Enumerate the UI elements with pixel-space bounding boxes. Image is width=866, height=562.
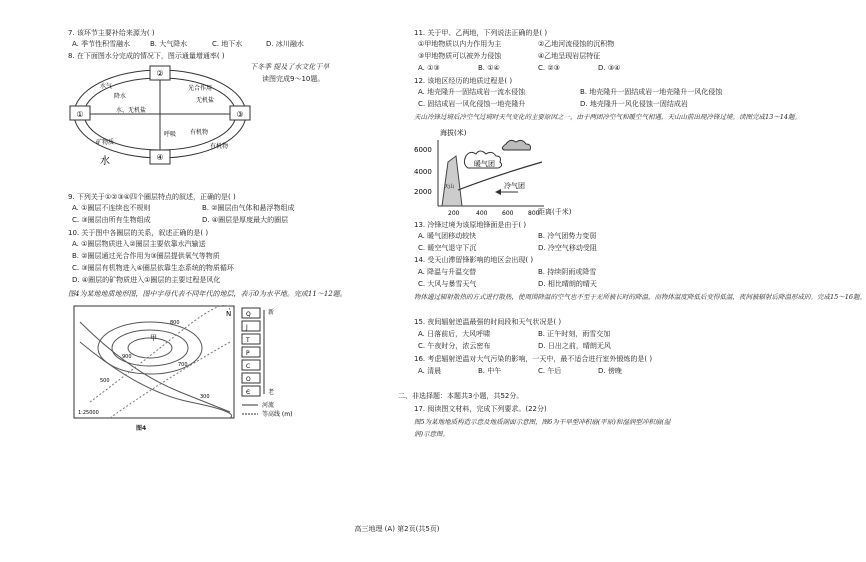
q13-options-row2 xyxy=(418,244,597,253)
fig-note-2: 读图完成9～10题。 xyxy=(262,75,325,83)
q14-option-a[interactable]: A. 降温与升温交替 xyxy=(418,268,477,276)
q15-option-c[interactable]: C. 午夜时分，浓云密布 xyxy=(418,342,491,350)
node-2: ① xyxy=(76,110,84,119)
node-3: ③ xyxy=(236,110,244,119)
q12-option-b[interactable]: B. 地壳隆升一固结成岩一地壳隆升一风化侵蚀 xyxy=(580,88,723,96)
q11-items-row2 xyxy=(418,52,600,61)
q9-option-b[interactable]: B. ②圈层由气体和悬浮物组成 xyxy=(202,204,295,212)
q11-item-4: ④乙地呈现岩层特征 xyxy=(538,52,601,60)
q11-options xyxy=(418,64,620,73)
legend-j: J xyxy=(246,324,248,331)
q9-options-row1 xyxy=(72,204,295,213)
legend-river: 河流 xyxy=(262,402,275,409)
front-xlabel: 距离(千米) xyxy=(538,208,572,216)
q15-options-row1 xyxy=(418,330,610,339)
node-4: ④ xyxy=(156,153,164,162)
map-caption: 图4 xyxy=(136,425,147,432)
q12-options-row1 xyxy=(418,88,722,97)
q11-item-3: ③甲地物质可以被外力侵蚀 xyxy=(418,52,502,60)
q14-options-row1 xyxy=(418,268,596,277)
q15-intro: 物体通过辐射散热的方式进行散热，使周围降温的空气也不至于无所被长时的降温，而物体温度降低后变得低温，夜间被辐射后降温形成的。完成15～16题。 xyxy=(414,293,866,301)
legend-t: T xyxy=(246,337,250,344)
q15-option-a[interactable]: A. 日落前后，大风呼啸 xyxy=(418,330,491,338)
legend-new: 新 xyxy=(268,309,275,316)
sphere-cycle-diagram xyxy=(70,60,250,170)
q11-option-a[interactable]: A. ①③ xyxy=(418,64,440,72)
q7-option-c[interactable]: C. 地下水 xyxy=(212,40,243,48)
q11-option-d[interactable]: D. ③④ xyxy=(598,64,621,72)
q11-item-2: ②乙地河流侵蚀的沉积物 xyxy=(538,40,615,48)
q17-stem: 17. 阅读图文材料，完成下列要求。(22分) xyxy=(414,405,547,413)
cold-front-chart xyxy=(414,126,574,218)
q16-options xyxy=(418,367,622,376)
node-1: ② xyxy=(156,69,164,78)
q8-stem: 8. 在下面图水分完成的情况下，图示通量增通率( ) xyxy=(68,52,225,60)
front-x400: 400 xyxy=(476,210,488,217)
geologic-map xyxy=(70,302,310,432)
q15-options-row2 xyxy=(418,342,611,351)
q14-option-c[interactable]: C. 大风与暴雪天气 xyxy=(418,280,477,288)
label-organic: 有机物 xyxy=(190,129,209,136)
contour-500: 500 xyxy=(100,378,110,384)
q9-option-a[interactable]: A. ①圈层不连续也不规则 xyxy=(72,204,151,212)
front-ylabel: 海拔(米) xyxy=(440,129,467,137)
map-scale: 1:25000 xyxy=(78,410,99,416)
tianshan-intro: 天山冷锋过境后冷空气过境时天气变化的主要原因之一，由于两团冷空气和暖空气相遇，天山山前出现冷锋过境。读图完成13～14题。 xyxy=(414,113,802,121)
front-x600: 600 xyxy=(502,210,514,217)
q17-body-2: 润)示意图。 xyxy=(414,430,450,438)
q14-option-b[interactable]: B. 持续阴雨或降雪 xyxy=(538,268,597,276)
contour-700: 700 xyxy=(178,362,188,368)
label-precip: 降水 xyxy=(114,93,127,100)
q7-options xyxy=(72,40,304,49)
q10-option-d[interactable]: D. ④圈层的矿物质进入①圈层的主要过程是风化 xyxy=(72,276,221,284)
q16-option-d[interactable]: D. 傍晚 xyxy=(598,367,622,375)
legend-old: 老 xyxy=(268,389,275,396)
q7-option-b[interactable]: B. 大气降水 xyxy=(150,40,188,48)
q10-option-c[interactable]: C. ③圈层有机物进入④圈层依靠生态系统的物质循环 xyxy=(72,264,234,272)
front-y2000: 2000 xyxy=(414,188,432,196)
label-water-vapor: 水气 xyxy=(100,83,113,90)
q11-stem: 11. 关于甲、乙两地，下列说法正确的是( ) xyxy=(414,29,548,37)
q7-stem: 7. 该环节主要补给来源为( ) xyxy=(68,29,155,37)
q15-option-d[interactable]: D. 日出之前，晴朗无风 xyxy=(538,342,611,350)
q16-option-a[interactable]: A. 清晨 xyxy=(418,367,442,375)
map-point-jia: 甲 xyxy=(150,334,157,342)
legend-c: C xyxy=(246,363,251,370)
front-y6000: 6000 xyxy=(414,146,432,154)
legend-contour: 等高线 (m) xyxy=(262,411,293,418)
q14-options-row2 xyxy=(418,280,597,289)
q15-option-b[interactable]: B. 正午时刻，雨雪交加 xyxy=(538,330,611,338)
q13-options-row1 xyxy=(418,232,596,241)
label-photo: 光合作用 xyxy=(188,85,213,92)
q15-stem: 15. 夜间辐射逆温最强的时间段和天气状况是( ) xyxy=(414,318,562,326)
front-cold-label: 冷气团 xyxy=(504,182,525,190)
fig-note-1: 下冬季 提及了水文化干旱 xyxy=(250,63,330,71)
q13-option-a[interactable]: A. 暖气团移动较快 xyxy=(418,232,477,240)
q10-option-a[interactable]: A. ①圈层物质进入②圈层主要依靠水汽输送 xyxy=(72,240,206,248)
q10-stem: 10. 关于图中各圈层的关系，叙述正确的是( ) xyxy=(68,229,209,237)
north-arrow: N xyxy=(226,310,232,318)
legend-e: Є xyxy=(246,389,251,396)
q12-option-d[interactable]: D. 地壳隆升一风化侵蚀一固结成岩 xyxy=(580,100,688,108)
map-intro: 图4为某地地质地形图，图中字母代表不同年代的地层，表示0为水平地。完成11～12题。 xyxy=(68,290,347,298)
q11-option-b[interactable]: B. ①④ xyxy=(478,64,500,72)
label-water-inorganic: 水、无机盐 xyxy=(116,107,147,114)
label-minerals: 矿物质 xyxy=(96,139,115,146)
q12-option-a[interactable]: A. 地壳隆升一固结成岩一流水侵蚀 xyxy=(418,88,526,96)
contour-900: 900 xyxy=(122,354,132,360)
q11-option-c[interactable]: C. ②③ xyxy=(538,64,560,72)
q13-option-b[interactable]: B. 冷气团势力变弱 xyxy=(538,232,597,240)
q16-option-c[interactable]: C. 午后 xyxy=(538,367,562,375)
label-organic-2: 有机物 xyxy=(210,143,229,150)
q16-option-b[interactable]: B. 中午 xyxy=(478,367,502,375)
q14-stem: 14. 受天山滞留锋影响的地区会出现( ) xyxy=(414,256,534,264)
q12-option-c[interactable]: C. 固结成岩一风化侵蚀一地壳隆升 xyxy=(418,100,526,108)
label-inorganic: 无机盐 xyxy=(196,97,215,104)
front-x200: 200 xyxy=(448,210,460,217)
q12-options-row2 xyxy=(418,100,688,109)
q14-option-d[interactable]: D. 相比晴朗的晴天 xyxy=(538,280,597,288)
q11-item-1: ①甲地物质以内力作用为主 xyxy=(418,40,502,48)
legend-p: P xyxy=(246,350,250,357)
page-footer: 高三地理 (A) 第2页(共5页) xyxy=(354,525,440,533)
q13-option-d[interactable]: D. 冷空气移动受阻 xyxy=(538,244,597,252)
q11-items-row1 xyxy=(418,40,614,49)
q13-option-c[interactable]: C. 暖空气退守下沉 xyxy=(418,244,477,252)
q9-options-row2 xyxy=(72,216,288,225)
front-mountain: 天山 xyxy=(444,184,455,190)
q7-option-a[interactable]: A. 季节性积雪融水 xyxy=(72,40,131,48)
q10-option-b[interactable]: B. ②圈层通过光合作用为③圈层提供氧气等物质 xyxy=(72,252,220,260)
front-warm-label: 暖气团 xyxy=(474,160,495,168)
q16-stem: 16. 考虑辐射逆温对大气污染的影响，一天中，最不适合进行室外锻炼的是( ) xyxy=(414,355,653,363)
front-x800: 800 xyxy=(528,210,540,217)
q12-stem: 12. 该地区经历的地质过程是( ) xyxy=(414,77,513,85)
q9-option-d[interactable]: D. ④圈层是厚度最大的圈层 xyxy=(202,216,289,224)
q7-option-d[interactable]: D. 冰川融水 xyxy=(266,40,304,48)
front-y4000: 4000 xyxy=(414,168,432,176)
legend-o: O xyxy=(246,376,251,383)
label-respire: 呼吸 xyxy=(164,131,177,138)
q9-option-c[interactable]: C. ③圈层由所有生物组成 xyxy=(72,216,151,224)
q13-stem: 13. 冷锋过境为该原地锋面是由于( ) xyxy=(414,221,527,229)
q17-body-1: 图5为某地地质构造示意及地质剖面示意图，图6为干旱型冲积扇(平原)和湿润型冲积扇(湿 xyxy=(414,418,671,426)
legend-column xyxy=(242,308,292,418)
q9-stem: 9. 下列关于①②③④四个圈层特点的叙述，正确的是( ) xyxy=(68,193,236,201)
label-water: 水 xyxy=(100,156,110,167)
contour-300: 300 xyxy=(200,394,210,400)
contour-800: 800 xyxy=(170,320,180,326)
section-2-heading: 二、非选择题：本题共3小题，共52分。 xyxy=(398,392,524,400)
legend-q: Q xyxy=(246,311,251,318)
